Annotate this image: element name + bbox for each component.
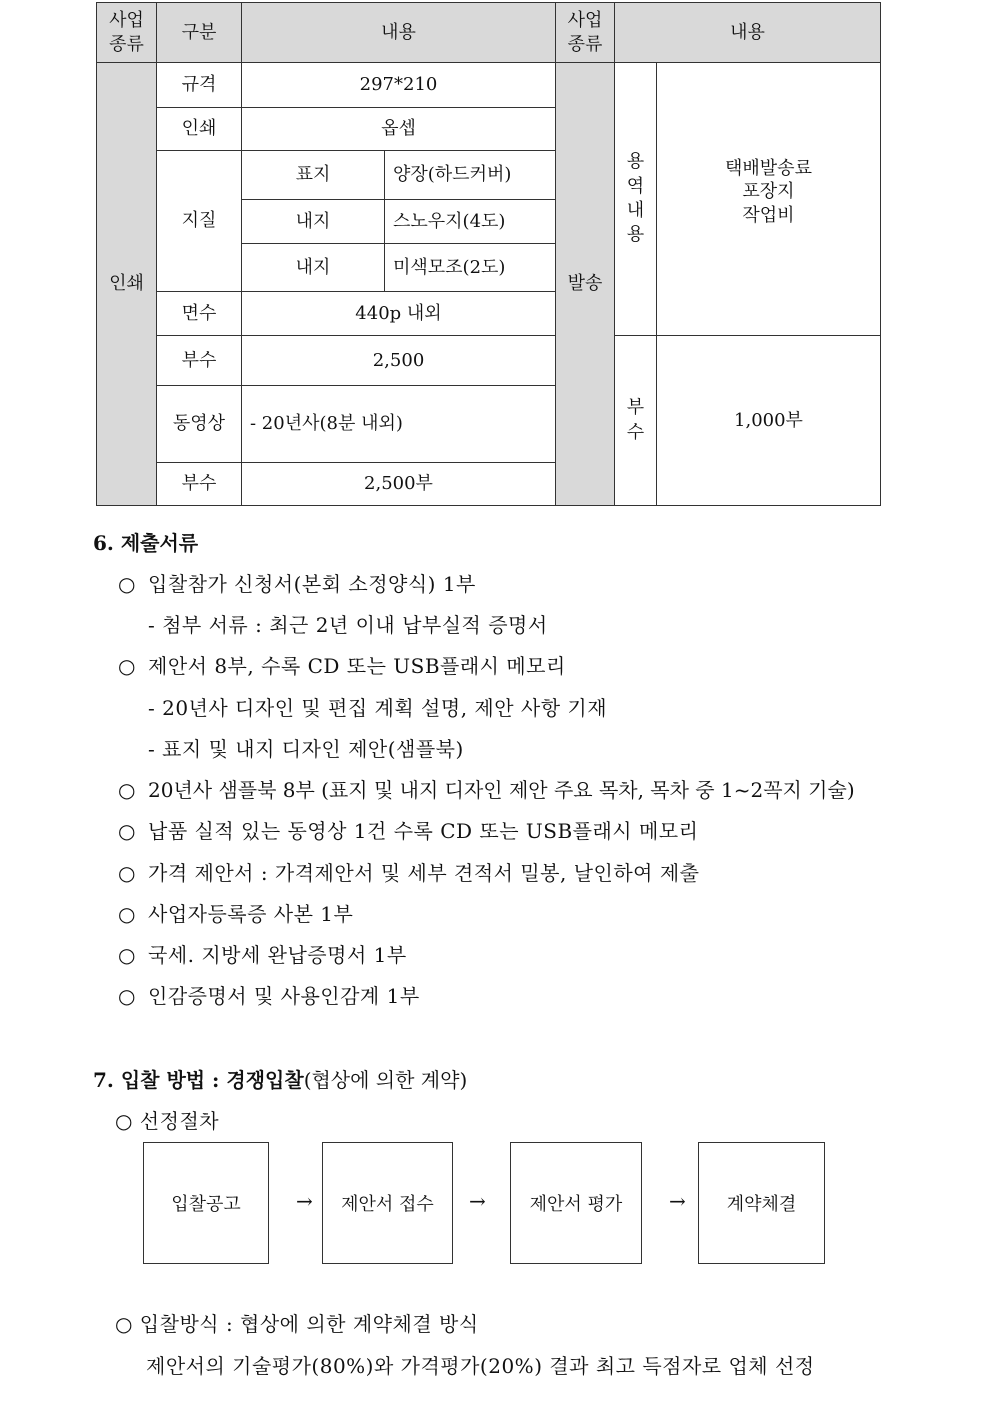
- header-category: 구분: [157, 3, 242, 63]
- section-6-title: 6. 제출서류: [93, 531, 199, 555]
- paper-part-cover: 표지: [242, 151, 385, 200]
- header-biz-type: 사업 종류: [97, 3, 157, 63]
- service-items: 택배발송료 포장지 작업비: [657, 63, 881, 336]
- paper-value-inner-1: 스노우지(4도): [385, 200, 556, 244]
- doc-item: ○ 인감증명서 및 사용인감계 1부: [118, 984, 420, 1008]
- paper-label: 지질: [157, 151, 242, 292]
- flow-arrow: →: [469, 1189, 486, 1213]
- doc-item: ○ 납품 실적 있는 동영상 1건 수록 CD 또는 USB플래시 메모리: [118, 819, 699, 843]
- shipping-copies-value: 1,000부: [657, 336, 881, 506]
- copies-label: 부수: [157, 336, 242, 386]
- video-value: - 20년사(8분 내외): [242, 386, 556, 463]
- print-method-label: 인쇄: [157, 108, 242, 151]
- doc-item: ○ 국세. 지방세 완납증명서 1부: [118, 943, 407, 967]
- doc-item: - 표지 및 내지 디자인 제안(샘플북): [148, 737, 464, 761]
- paper-part-inner-2: 내지: [242, 244, 385, 292]
- shipping-type-cell: 발송: [556, 63, 615, 506]
- paper-value-cover: 양장(하드커버): [385, 151, 556, 200]
- flow-step-announce: 입찰공고: [143, 1142, 269, 1264]
- doc-item: ○ 20년사 샘플북 8부 (표지 및 내지 디자인 제안 주요 목차, 목차 중 1~2꼭지 기술): [118, 778, 855, 802]
- paper-value-inner-2: 미색모조(2도): [385, 244, 556, 292]
- header-biz-type-2: 사업 종류: [556, 3, 615, 63]
- print-type-cell: 인쇄: [97, 63, 157, 506]
- flow-arrow: →: [669, 1189, 686, 1213]
- flow-step-receive: 제안서 접수: [322, 1142, 453, 1264]
- size-label: 규격: [157, 63, 242, 108]
- service-label: 용 역 내 용: [615, 63, 657, 336]
- pages-label: 면수: [157, 292, 242, 336]
- doc-item: ○ 제안서 8부, 수록 CD 또는 USB플래시 메모리: [118, 654, 566, 678]
- header-content-2: 내용: [615, 3, 881, 63]
- spec-table: [96, 2, 881, 506]
- doc-item: - 첨부 서류 : 최근 2년 이내 납부실적 증명서: [148, 613, 548, 637]
- section-7-title: 7. 입찰 방법 : 경쟁입찰(협상에 의한 계약): [93, 1068, 468, 1092]
- video-label: 동영상: [157, 386, 242, 463]
- flow-step-evaluate: 제안서 평가: [510, 1142, 642, 1264]
- method-label: ○ 입찰방식 : 협상에 의한 계약체결 방식: [115, 1312, 479, 1336]
- paper-part-inner-1: 내지: [242, 200, 385, 244]
- size-value: 297*210: [242, 63, 556, 108]
- doc-item: ○ 가격 제안서 : 가격제안서 및 세부 견적서 밀봉, 날인하여 제출: [118, 861, 700, 885]
- print-method-value: 옵셉: [242, 108, 556, 151]
- procedure-label: ○ 선정절차: [115, 1109, 220, 1133]
- method-detail: 제안서의 기술평가(80%)와 가격평가(20%) 결과 최고 득점자로 업체 선정: [146, 1354, 815, 1378]
- flow-arrow: →: [296, 1189, 313, 1213]
- video-copies-value: 2,500부: [242, 463, 556, 506]
- video-copies-label: 부수: [157, 463, 242, 506]
- doc-item: - 20년사 디자인 및 편집 계획 설명, 제안 사항 기재: [148, 696, 608, 720]
- copies-value: 2,500: [242, 336, 556, 386]
- flow-step-contract: 계약체결: [698, 1142, 825, 1264]
- shipping-copies-label: 부 수: [615, 336, 657, 506]
- doc-item: ○ 입찰참가 신청서(본회 소정양식) 1부: [118, 572, 476, 596]
- header-content: 내용: [242, 3, 556, 63]
- pages-value: 440p 내외: [242, 292, 556, 336]
- doc-item: ○ 사업자등록증 사본 1부: [118, 902, 354, 926]
